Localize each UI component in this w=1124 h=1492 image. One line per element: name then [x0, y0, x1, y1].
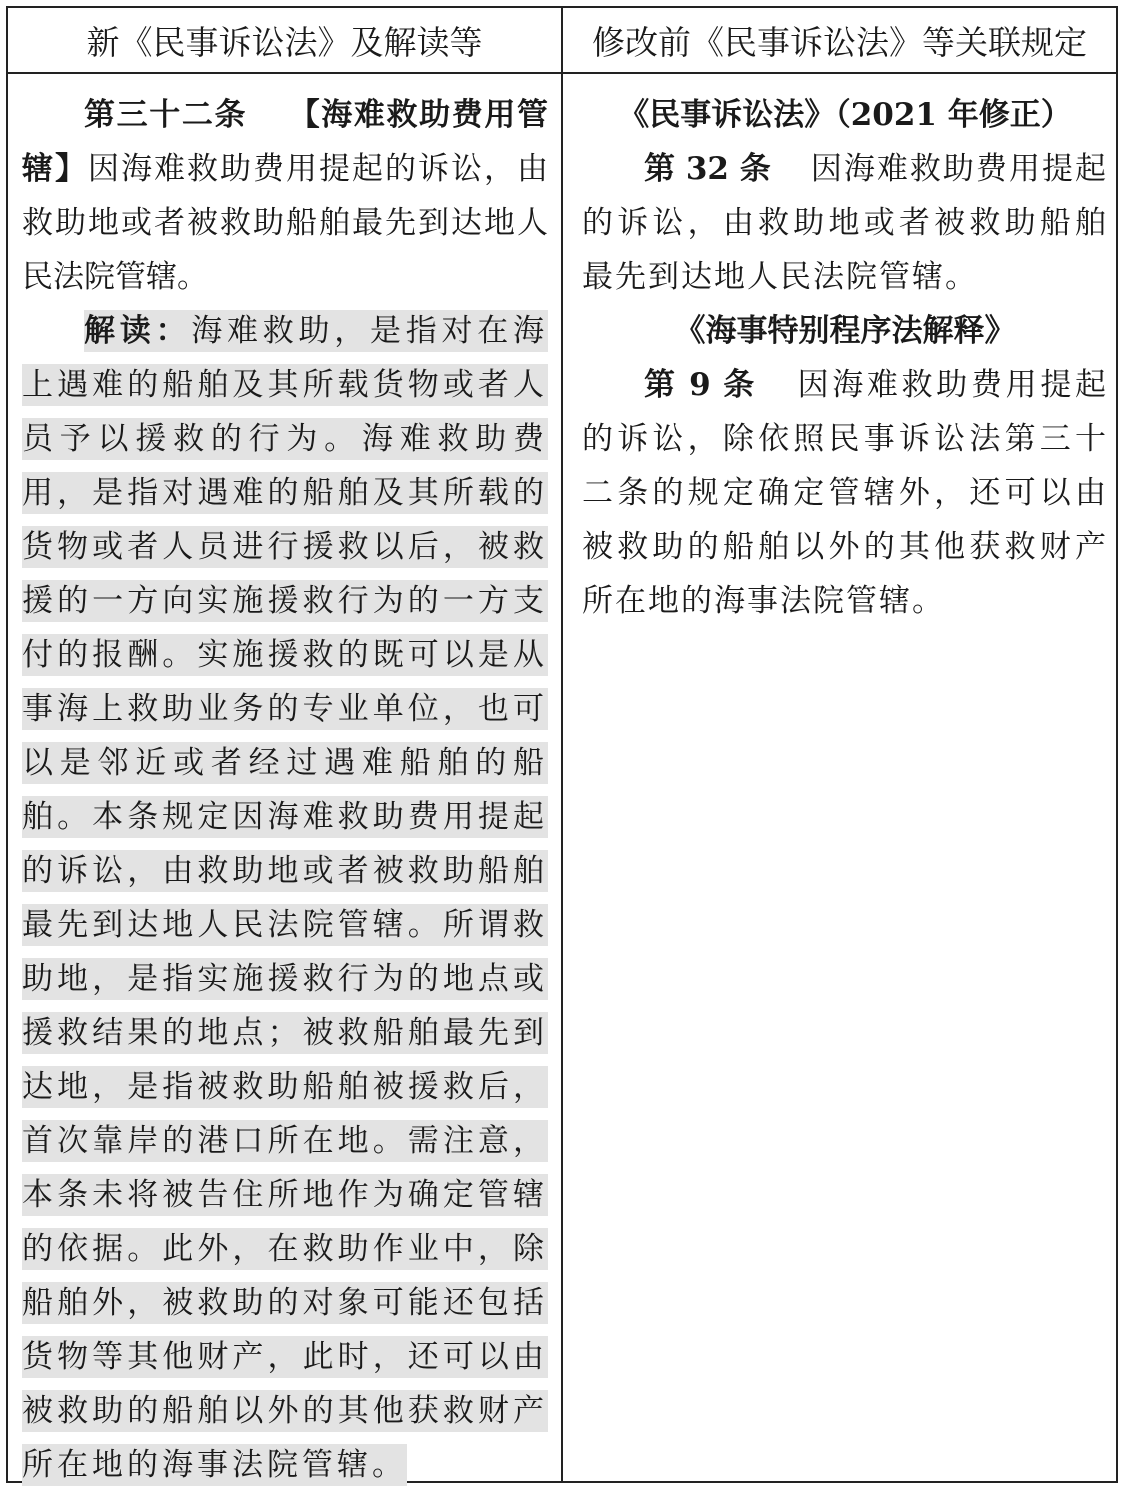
- article-text: 因海难救助费用提起的诉讼，由救助地或者被救助船舶最先到达地人民法院管辖。: [22, 151, 548, 295]
- interpretation-paragraph: [22, 304, 548, 1492]
- law1-article-text: 因海难救助费用提起的诉讼，由救助地或者被救助船舶最先到达地人民法院管辖。: [582, 151, 1108, 295]
- law2-title: 《海事特别程序法解释》: [674, 313, 1016, 349]
- header-old-law: 修改前《民事诉讼法》等关联规定: [592, 22, 1087, 62]
- header-new-law: 新《民事诉讼法》及解读等: [86, 22, 483, 62]
- article-title: 【海难救助费用管辖】: [22, 97, 549, 187]
- law2-article-number: 第 9 条: [644, 367, 756, 403]
- old-law-column: [582, 88, 1108, 628]
- column-divider: [561, 8, 563, 1481]
- interpretation-text: 海难救助，是指对在海上遇难的船舶及其所载货物或者人员予以援救的行为。海难救助费用，是指对遇难的船舶及其所载的货物或者人员进行援救以后，被救援的一方向实施援救行为的一方支付的报酬。实施援救的既可以是从事海上救助业务的专业单位，也可以是邻近或者经过遇难船舶的船舶。本条规定因海难救助费用提起的诉讼，由救助地或者被救助船舶最先到达地人民法院管辖。所谓救助地，是指实施援救行为的地点或援救结果的地点；被救船舶最先到达地，是指被救助船舶被援救后，首次靠岸的港口所在地。需注意，本条未将被告住所地作为确定管辖的依据。此外，在救助作业中，除船舶外，被救助的对象可能还包括货物等其他财产，此时，还可以由被救助的船舶以外的其他获救财产所在地的海事法院管辖。: [22, 313, 548, 1483]
- comparison-table: [6, 6, 1118, 1483]
- law1-title: 《民事诉讼法》（2021 年修正）: [618, 97, 1072, 133]
- law1-article-number: 第 32 条: [644, 151, 771, 187]
- interpretation-label: 解读：: [84, 313, 192, 349]
- article-paragraph: [22, 88, 548, 304]
- new-law-column: [22, 88, 548, 1492]
- law1-article: [582, 142, 1108, 304]
- article-number: 第三十二条: [84, 97, 248, 133]
- law2-article: [582, 358, 1108, 628]
- law2-article-text: 因海难救助费用提起的诉讼，除依照民事诉讼法第三十二条的规定确定管辖外，还可以由被救助的船舶以外的其他获救财产所在地的海事法院管辖。: [582, 367, 1109, 619]
